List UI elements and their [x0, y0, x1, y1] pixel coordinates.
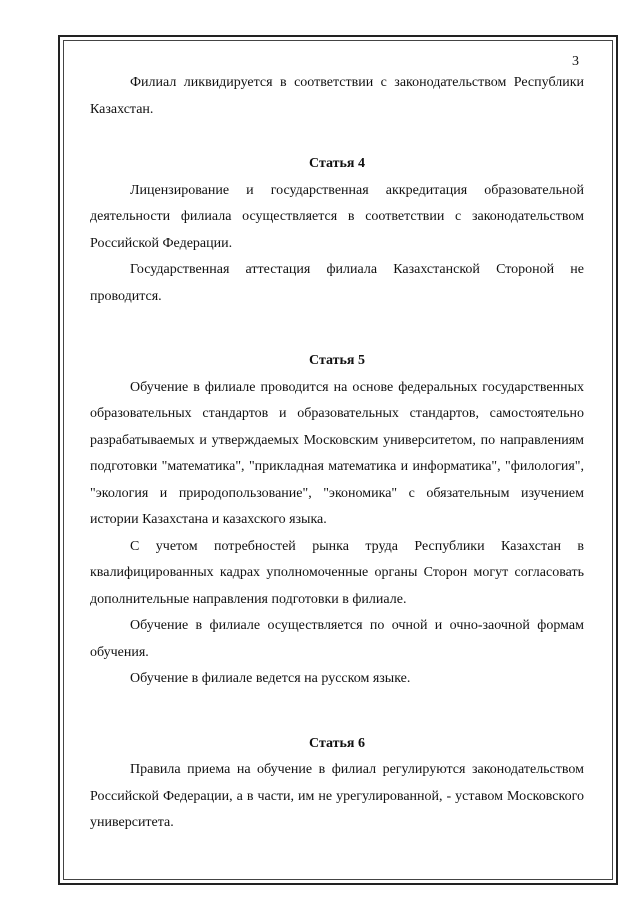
- article-6-paragraph-1: Правила приема на обучение в филиал регулируются законодательством Российской Федерации, а в части, им не урегулированной, - уставом Московского университета.: [90, 762, 584, 830]
- article-4-heading: Статья 4: [309, 156, 365, 171]
- page-number: 3: [572, 54, 579, 69]
- article-4-paragraph-2: Государственная аттестация филиала Казахстанской Стороной не проводится.: [90, 262, 584, 304]
- document-body: [90, 70, 584, 837]
- article-6-heading: Статья 6: [309, 735, 365, 751]
- article-5-paragraph-1: Обучение в филиале проводится на основе федеральных государственных образовательных стандартов и образовательных стандартов, самостоятельно разрабатываемых и утверждаемых Московским университетом, по направлениям подготовки "математика", "прикладная математика и информатика", "филология", "экология и природопользование", "экономика" с обязательным изучением истории Казахстана и казахского языка.: [90, 379, 584, 527]
- article-4-paragraph-1: Лицензирование и государственная аккредитация образовательной деятельности филиала осуществляется в соответствии с законодательством Российской Федерации.: [90, 182, 584, 251]
- article-5-paragraph-2: С учетом потребностей рынка труда Республики Казахстан в квалифицированных кадрах уполномоченные органы Сторон могут согласовать дополнительные направления подготовки в филиале.: [90, 538, 584, 607]
- paragraph-liquidation: Филиал ликвидируется в соответствии с законодательством Республики Казахстан.: [90, 75, 584, 117]
- article-5-paragraph-3: Обучение в филиале осуществляется по очной и очно-заочной формам обучения.: [90, 618, 584, 660]
- article-5-paragraph-4: Обучение в филиале ведется на русском языке.: [130, 671, 411, 686]
- article-5-heading: Статья 5: [309, 353, 365, 368]
